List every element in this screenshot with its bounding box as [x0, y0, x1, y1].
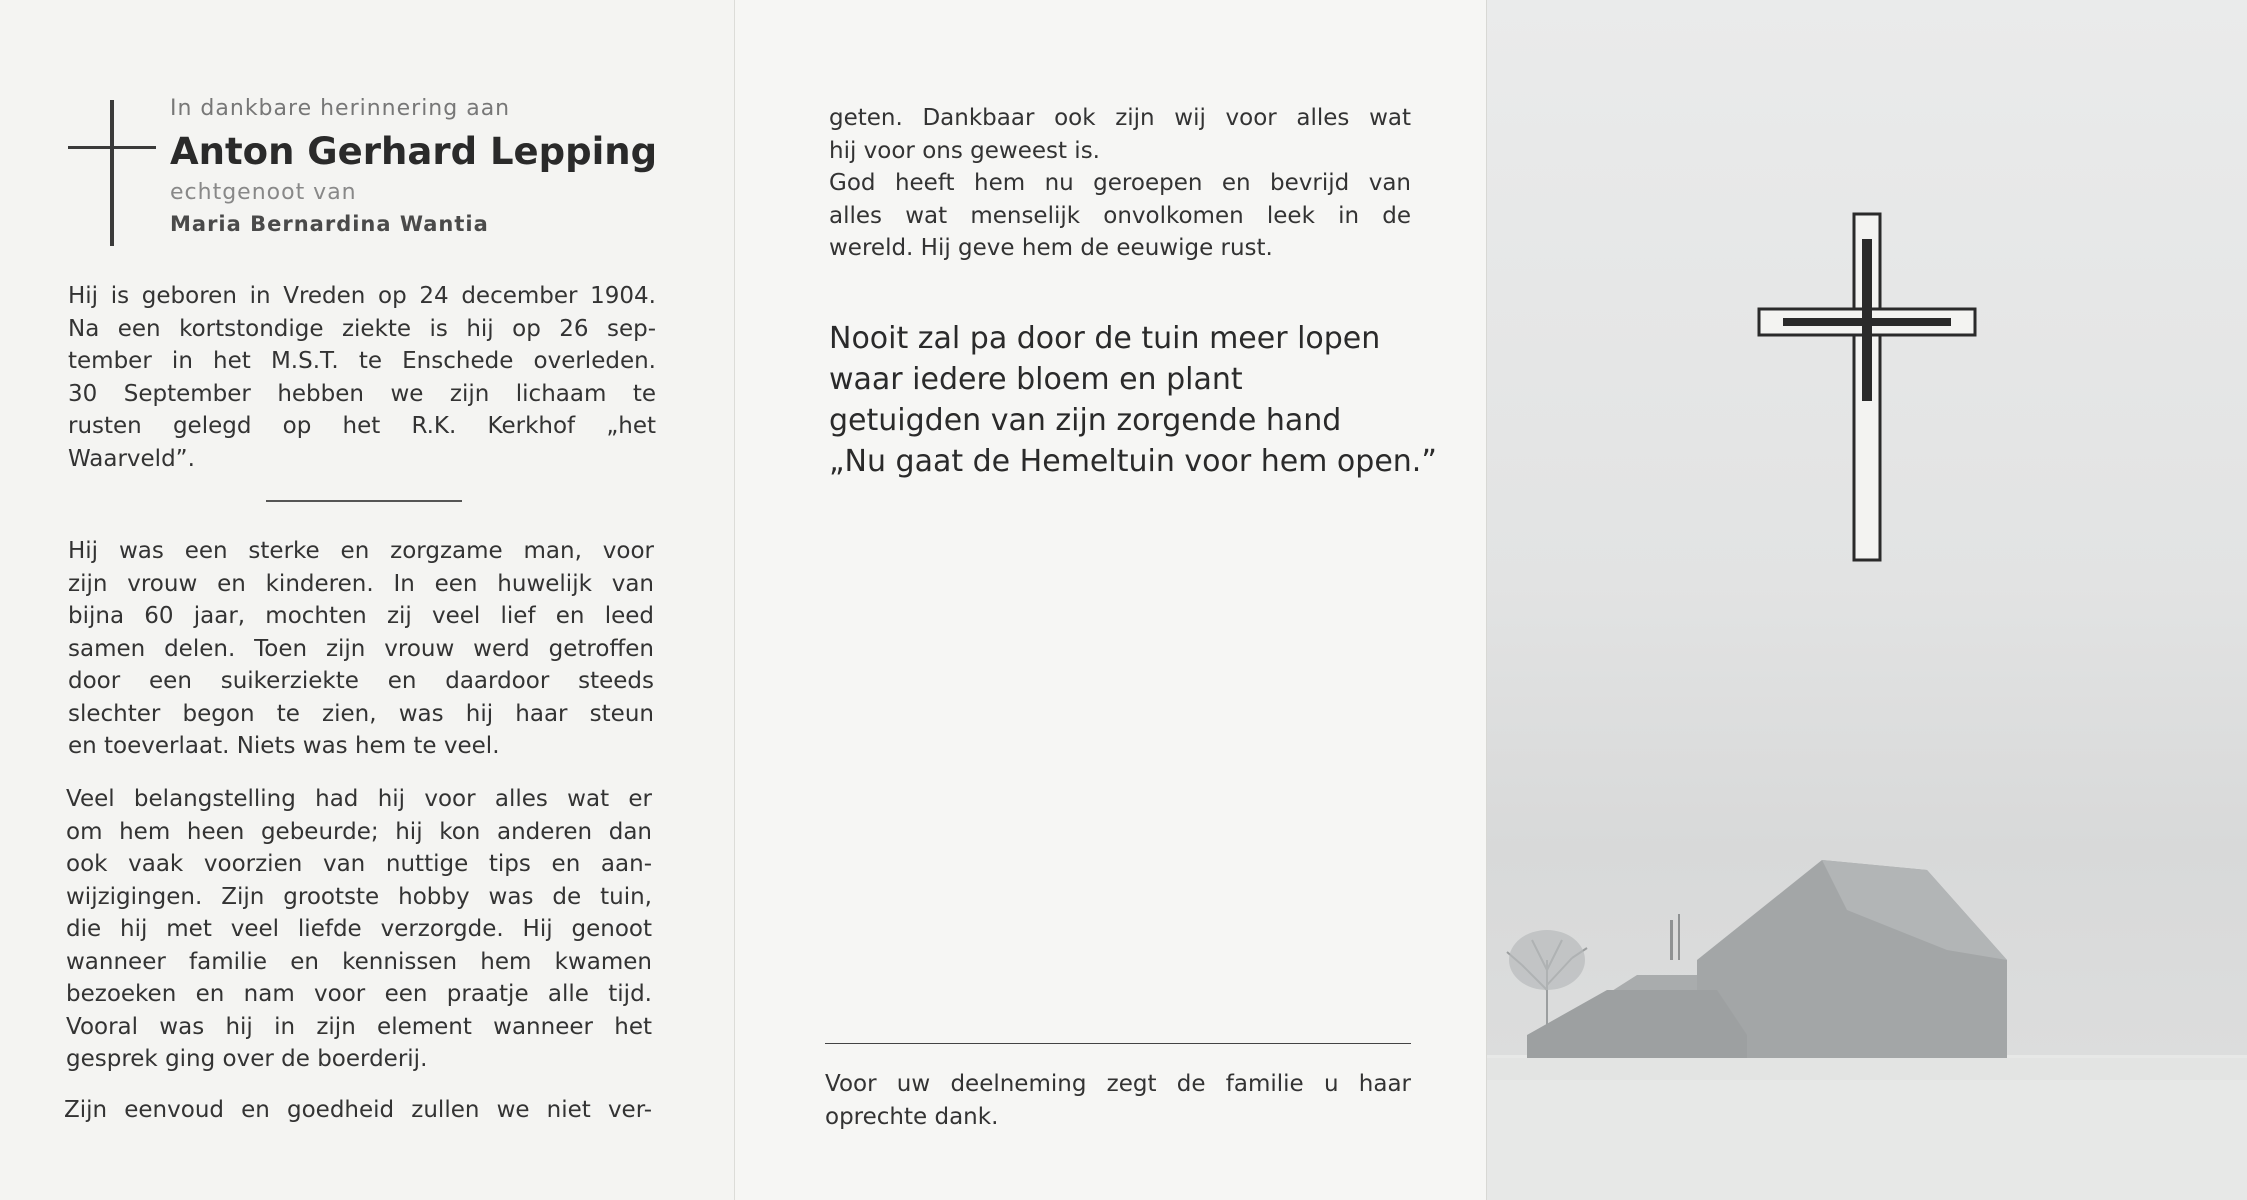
text-line: 30 September hebben we zijn lichaam te — [68, 380, 656, 407]
text-line: wanneer familie en kennissen hem kwamen — [66, 948, 652, 975]
text-line: Na een kortstondige ziekte is hij op 26 sep- — [68, 315, 656, 342]
text-line: geten. Dankbaar ook zijn wij voor alles wat — [829, 105, 1411, 131]
text-line: Voor uw deelneming zegt de familie u haar — [825, 1071, 1411, 1097]
text-line: oprechte dank. — [825, 1103, 999, 1130]
small-cross-icon — [110, 100, 114, 246]
text-line: wereld. Hij geve hem de eeuwige rust. — [829, 235, 1273, 261]
spouse-label: echtgenoot van — [170, 180, 357, 205]
paragraph-character — [68, 535, 654, 763]
text-line: God heeft hem nu geroepen en bevrijd van — [829, 170, 1411, 196]
paragraph-gratitude — [829, 102, 1411, 167]
intro-text: In dankbare herinnering aan — [170, 96, 511, 121]
text-line: samen delen. Toen zijn vrouw werd getroffen — [68, 635, 654, 662]
paragraph-birth-death — [68, 280, 656, 475]
text-line: Waarveld”. — [68, 445, 195, 472]
text-line: om hem heen gebeurde; hij kon anderen dan — [66, 818, 652, 845]
divider-line — [266, 500, 462, 502]
text-line: slechter begon te zien, was hij haar steun — [68, 700, 654, 727]
left-page — [0, 0, 735, 1200]
thanks-text — [825, 1068, 1411, 1133]
text-line: Zijn eenvoud en goedheid zullen we niet ver- — [64, 1097, 652, 1123]
deceased-name: Anton Gerhard Lepping — [170, 130, 658, 173]
text-line: die hij met veel liefde verzorgde. Hij genoot — [66, 916, 652, 942]
farmhouse-image — [1487, 840, 2247, 1080]
cross-icon — [1757, 212, 1977, 562]
text-line: rusten gelegd op het R.K. Kerkhof „het — [68, 413, 656, 439]
poem-line: getuigden van zijn zorgende hand — [829, 403, 1342, 438]
text-line: en toeverlaat. Niets was hem te veel. — [68, 733, 500, 759]
text-line: alles wat menselijk onvolkomen leek in de — [829, 202, 1411, 229]
spouse-name: Maria Bernardina Wantia — [170, 212, 489, 236]
small-cross-bar — [68, 146, 156, 149]
text-line: zijn vrouw en kinderen. In een huwelijk van — [68, 570, 654, 597]
text-line: bezoeken en nam voor een praatje alle tijd. — [66, 981, 652, 1007]
text-line: Veel belangstelling had hij voor alles wat er — [66, 786, 652, 812]
divider-line — [825, 1043, 1411, 1044]
text-line: wijzigingen. Zijn grootste hobby was de tuin, — [66, 883, 652, 910]
text-line: tember in het M.S.T. te Enschede overleden. — [68, 348, 656, 374]
text-line: Hij was een sterke en zorgzame man, voor — [68, 538, 654, 564]
text-line: Vooral was hij in zijn element wanneer het — [66, 1013, 652, 1040]
text-line: gesprek ging over de boerderij. — [66, 1046, 428, 1072]
poem-line: „Nu gaat de Hemeltuin voor hem open.” — [829, 444, 1437, 479]
poem-line: Nooit zal pa door de tuin meer lopen — [829, 321, 1381, 356]
paragraph-interests — [66, 783, 652, 1076]
text-line: bijna 60 jaar, mochten zij veel lief en leed — [68, 603, 654, 629]
poem-line: waar iedere bloem en plant — [829, 362, 1243, 397]
middle-page — [735, 0, 1487, 1200]
poem — [829, 318, 1437, 482]
text-line: ook vaak voorzien van nuttige tips en aan- — [66, 851, 652, 877]
paragraph-god — [829, 167, 1411, 265]
text-line: door een suikerziekte en daardoor steeds — [68, 668, 654, 694]
paragraph-closing — [64, 1094, 652, 1127]
text-line: hij voor ons geweest is. — [829, 137, 1100, 164]
photo-page — [1487, 0, 2247, 1200]
text-line: Hij is geboren in Vreden op 24 december 1904. — [68, 283, 656, 309]
